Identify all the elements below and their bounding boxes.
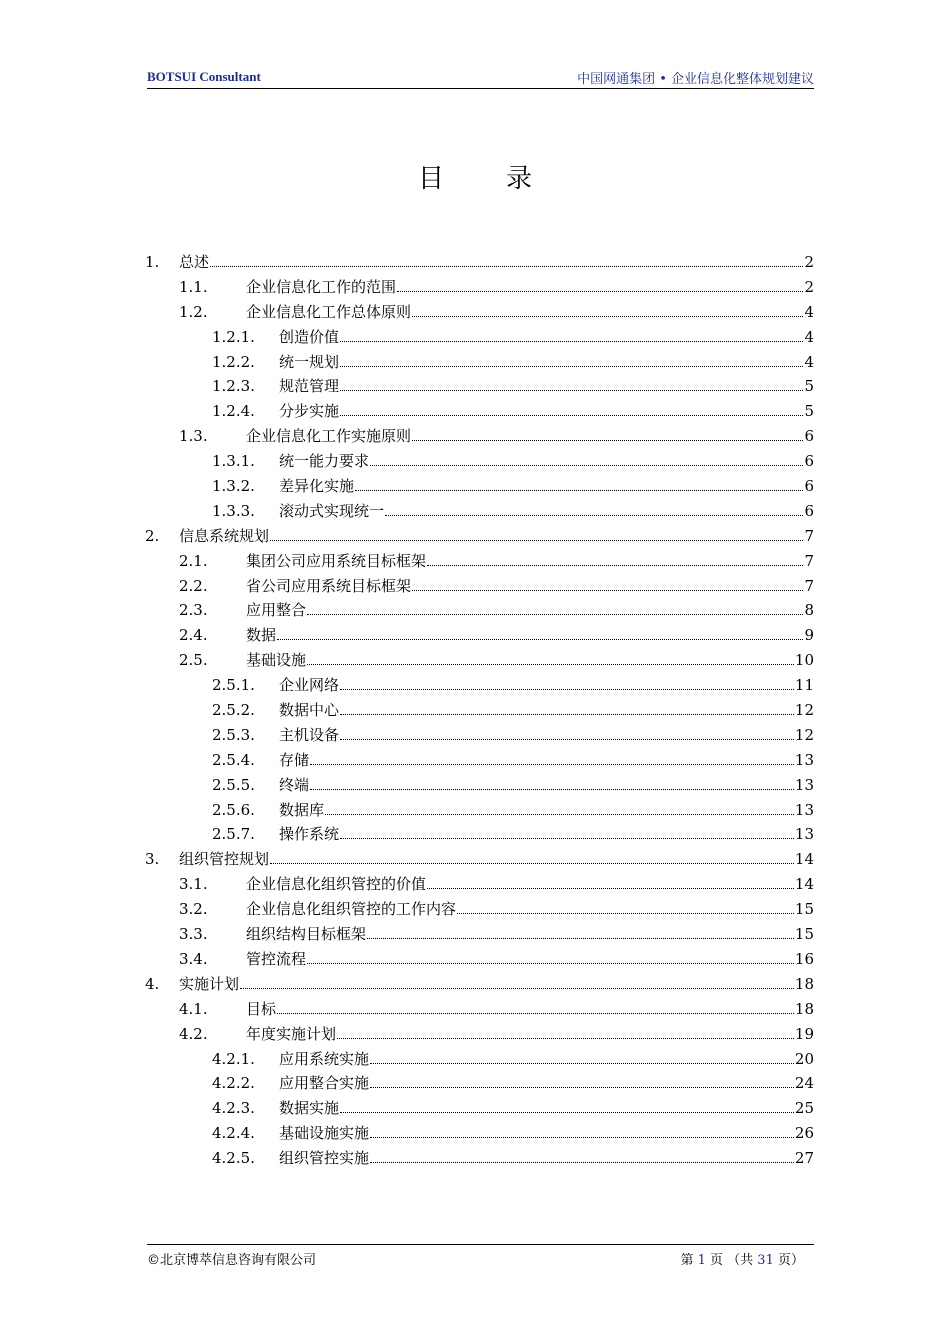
toc-entry[interactable] (145, 972, 814, 997)
toc-entry-line (279, 499, 814, 524)
toc-dot-leader (270, 863, 794, 864)
toc-entry-line (279, 474, 814, 499)
toc-entry-title: 管控流程 (246, 947, 307, 972)
toc-entry-title: 企业信息化组织管控的价值 (246, 872, 427, 897)
toc-entry-title: 企业信息化工作的范围 (246, 275, 397, 300)
toc-entry[interactable] (145, 499, 814, 524)
toc-entry-number: 2.5.7. (212, 825, 255, 844)
toc-entry-title: 集团公司应用系统目标框架 (246, 549, 427, 574)
toc-entry-number: 3.4. (179, 949, 208, 968)
toc-entry[interactable] (145, 773, 814, 798)
toc-entry-number: 3.3. (179, 925, 208, 944)
toc-entry-title: 统一能力要求 (279, 449, 370, 474)
toc-entry-title: 规范管理 (279, 374, 340, 399)
toc-entry-page: 12 (794, 723, 814, 748)
footer-page-info (680, 1249, 804, 1268)
toc-entry-line (179, 972, 814, 997)
toc-entry-number: 1.3.3. (212, 501, 255, 520)
toc-entry-line (279, 673, 814, 698)
toc-entry-title: 数据中心 (279, 698, 340, 723)
toc-entry-title: 信息系统规划 (179, 524, 270, 549)
toc-entry-page: 15 (794, 897, 814, 922)
toc-entry[interactable] (145, 524, 814, 549)
toc-entry-number: 2.2. (179, 576, 208, 595)
toc-dot-leader (340, 838, 794, 839)
toc-entry-line (246, 623, 814, 648)
page-footer (147, 1244, 814, 1271)
toc-entry-line (246, 424, 814, 449)
toc-dot-leader (427, 565, 803, 566)
toc-entry[interactable] (145, 897, 814, 922)
toc-entry-title: 差异化实施 (279, 474, 355, 499)
toc-entry-title: 总述 (179, 250, 210, 275)
toc-entry-page: 5 (803, 374, 814, 399)
toc-entry-number: 4. (145, 974, 160, 993)
toc-dot-leader (340, 1112, 794, 1113)
toc-entry-title: 基础设施 (246, 648, 307, 673)
toc-dot-leader (340, 390, 803, 391)
toc-entry-title: 数据 (246, 623, 277, 648)
toc-entry-number: 2.5.2. (212, 701, 255, 720)
toc-entry-page: 24 (794, 1071, 814, 1096)
toc-entry-page: 13 (794, 773, 814, 798)
toc-entry[interactable] (145, 997, 814, 1022)
toc-entry[interactable] (145, 1022, 814, 1047)
toc-entry[interactable] (145, 1047, 814, 1072)
table-of-contents (145, 250, 814, 1171)
toc-entry-line (279, 723, 814, 748)
toc-entry-title: 应用整合 (246, 598, 307, 623)
toc-entry[interactable] (145, 872, 814, 897)
toc-entry[interactable] (145, 922, 814, 947)
toc-entry-title: 组织管控规划 (179, 847, 270, 872)
toc-entry-title: 基础设施实施 (279, 1121, 370, 1146)
toc-dot-leader (397, 291, 803, 292)
footer-page-suffix: 页） (777, 1253, 804, 1268)
toc-entry-page: 14 (794, 872, 814, 897)
toc-entry-number: 1.2.2. (212, 352, 255, 371)
toc-entry-page: 18 (794, 972, 814, 997)
toc-entry-number: 4.2.1. (212, 1049, 255, 1068)
footer-page-current: 1 (697, 1253, 706, 1268)
toc-entry-line (246, 897, 814, 922)
toc-entry-page: 8 (803, 598, 814, 623)
toc-entry-page: 7 (803, 549, 814, 574)
toc-entry[interactable] (145, 847, 814, 872)
toc-entry-line (279, 350, 814, 375)
toc-entry-page: 13 (794, 798, 814, 823)
toc-dot-leader (307, 664, 794, 665)
toc-entry-page: 12 (794, 698, 814, 723)
toc-entry-page: 20 (794, 1047, 814, 1072)
toc-entry-title: 实施计划 (179, 972, 240, 997)
toc-entry-number: 2.5.6. (212, 800, 255, 819)
toc-entry-line (179, 250, 814, 275)
header-company: BOTSUI Consultant (147, 69, 261, 84)
toc-entry[interactable] (145, 798, 814, 823)
footer-page-prefix: 第 (680, 1253, 694, 1268)
toc-entry-page: 4 (803, 350, 814, 375)
toc-entry-title: 省公司应用系统目标框架 (246, 574, 412, 599)
toc-entry[interactable] (145, 549, 814, 574)
toc-entry-line (279, 822, 814, 847)
toc-entry-number: 2. (145, 526, 160, 545)
toc-entry-line (279, 698, 814, 723)
toc-entry-line (179, 524, 814, 549)
toc-entry-line (279, 1047, 814, 1072)
toc-entry-page: 2 (803, 250, 814, 275)
toc-entry[interactable] (145, 1071, 814, 1096)
toc-entry[interactable] (145, 325, 814, 350)
toc-entry-line (246, 300, 814, 325)
toc-entry-line (246, 922, 814, 947)
toc-entry-number: 4.2. (179, 1024, 208, 1043)
toc-entry[interactable] (145, 623, 814, 648)
toc-entry-number: 1.1. (179, 277, 208, 296)
toc-entry-number: 1.2.4. (212, 402, 255, 421)
toc-dot-leader (370, 465, 803, 466)
toc-dot-leader (310, 789, 794, 790)
toc-dot-leader (337, 1038, 794, 1039)
toc-entry-line (279, 1071, 814, 1096)
toc-dot-leader (340, 341, 803, 342)
toc-entry-line (179, 847, 814, 872)
toc-entry-page: 26 (794, 1121, 814, 1146)
toc-dot-leader (427, 888, 794, 889)
toc-dot-leader (457, 913, 794, 914)
toc-entry-line (279, 773, 814, 798)
toc-dot-leader (340, 739, 794, 740)
toc-entry-number: 1.2.3. (212, 377, 255, 396)
toc-dot-leader (270, 540, 803, 541)
toc-entry-number: 1.3.1. (212, 452, 255, 471)
toc-entry-line (246, 872, 814, 897)
toc-entry-title: 应用整合实施 (279, 1071, 370, 1096)
toc-entry-number: 4.1. (179, 999, 208, 1018)
toc-entry-page: 4 (803, 325, 814, 350)
toc-entry-title: 企业网络 (279, 673, 340, 698)
toc-entry-line (279, 1121, 814, 1146)
toc-dot-leader (277, 1013, 794, 1014)
toc-entry-title: 数据实施 (279, 1096, 340, 1121)
toc-dot-leader (385, 515, 803, 516)
toc-entry[interactable] (145, 474, 814, 499)
toc-entry-page: 6 (803, 474, 814, 499)
toc-entry-line (279, 798, 814, 823)
toc-entry-number: 1.3.2. (212, 477, 255, 496)
toc-entry-title: 组织管控实施 (279, 1146, 370, 1171)
toc-entry-page: 5 (803, 399, 814, 424)
toc-dot-leader (355, 490, 803, 491)
toc-dot-leader (370, 1162, 794, 1163)
toc-dot-leader (240, 988, 794, 989)
toc-entry-number: 1.3. (179, 427, 208, 446)
toc-dot-leader (367, 938, 794, 939)
toc-entry-line (279, 449, 814, 474)
toc-entry[interactable] (145, 399, 814, 424)
toc-entry-number: 1. (145, 253, 160, 271)
toc-entry-number: 1.2. (179, 302, 208, 321)
toc-entry-line (246, 1022, 814, 1047)
toc-entry-line (279, 1096, 814, 1121)
toc-entry-line (279, 325, 814, 350)
toc-entry-title: 企业信息化组织管控的工作内容 (246, 897, 457, 922)
toc-dot-leader (340, 689, 794, 690)
toc-entry[interactable] (145, 723, 814, 748)
toc-entry-page: 6 (803, 499, 814, 524)
toc-entry[interactable] (145, 598, 814, 623)
toc-entry[interactable] (145, 275, 814, 300)
toc-entry-title: 创造价值 (279, 325, 340, 350)
toc-entry[interactable] (145, 300, 814, 325)
toc-dot-leader (325, 814, 794, 815)
toc-dot-leader (277, 639, 803, 640)
toc-dot-leader (340, 415, 803, 416)
footer-page-total: 31 (757, 1253, 774, 1268)
toc-entry-page: 14 (794, 847, 814, 872)
toc-entry-title: 组织结构目标框架 (246, 922, 367, 947)
toc-entry-page: 2 (803, 275, 814, 300)
toc-entry[interactable] (145, 424, 814, 449)
toc-entry-line (246, 648, 814, 673)
toc-entry-line (246, 947, 814, 972)
toc-entry-number: 4.2.5. (212, 1149, 255, 1168)
toc-dot-leader (370, 1063, 794, 1064)
toc-entry-number: 1.2.1. (212, 327, 255, 346)
toc-entry-number: 3. (145, 850, 160, 869)
toc-entry[interactable] (145, 698, 814, 723)
toc-entry[interactable] (145, 449, 814, 474)
toc-entry-line (279, 1146, 814, 1171)
toc-entry[interactable] (145, 1121, 814, 1146)
toc-entry-title: 终端 (279, 773, 310, 798)
toc-entry-line (279, 748, 814, 773)
toc-entry-page: 18 (794, 997, 814, 1022)
toc-entry-title: 企业信息化工作实施原则 (246, 424, 412, 449)
toc-entry-number: 2.5.4. (212, 750, 255, 769)
toc-entry-number: 2.1. (179, 551, 208, 570)
toc-entry-title: 年度实施计划 (246, 1022, 337, 1047)
toc-entry-page: 9 (803, 623, 814, 648)
toc-entry[interactable] (145, 374, 814, 399)
toc-entry[interactable] (145, 250, 814, 275)
toc-entry-title: 统一规划 (279, 350, 340, 375)
toc-entry-number: 4.2.3. (212, 1099, 255, 1118)
toc-entry-page: 6 (803, 424, 814, 449)
toc-entry-page: 15 (794, 922, 814, 947)
toc-entry-number: 2.5.1. (212, 676, 255, 695)
toc-entry-title: 目标 (246, 997, 277, 1022)
toc-entry-page: 19 (794, 1022, 814, 1047)
toc-dot-leader (307, 614, 803, 615)
toc-dot-leader (307, 963, 794, 964)
toc-entry-line (246, 997, 814, 1022)
toc-entry-line (246, 549, 814, 574)
toc-entry-title: 操作系统 (279, 822, 340, 847)
toc-dot-leader (412, 316, 803, 317)
toc-entry-page: 27 (794, 1146, 814, 1171)
toc-dot-leader (340, 366, 803, 367)
toc-entry-number: 3.2. (179, 900, 208, 919)
toc-entry[interactable] (145, 574, 814, 599)
toc-entry-page: 7 (803, 574, 814, 599)
toc-entry-number: 2.5.5. (212, 775, 255, 794)
toc-entry-title: 分步实施 (279, 399, 340, 424)
toc-entry-line (279, 374, 814, 399)
toc-entry-line (246, 574, 814, 599)
toc-entry[interactable] (145, 947, 814, 972)
footer-copyright: ©北京博萃信息咨询有限公司 (147, 1253, 317, 1268)
toc-dot-leader (210, 266, 803, 267)
toc-entry[interactable] (145, 648, 814, 673)
toc-entry-page: 6 (803, 449, 814, 474)
toc-entry-number: 2.5.3. (212, 725, 255, 744)
toc-entry-line (246, 598, 814, 623)
toc-entry-page: 4 (803, 300, 814, 325)
toc-entry[interactable] (145, 1096, 814, 1121)
toc-entry-page: 25 (794, 1096, 814, 1121)
toc-dot-leader (412, 590, 803, 591)
toc-entry-page: 13 (794, 748, 814, 773)
page-title: 目录 (417, 164, 594, 194)
toc-entry-page: 7 (803, 524, 814, 549)
toc-entry-page: 16 (794, 947, 814, 972)
toc-dot-leader (370, 1137, 794, 1138)
toc-dot-leader (340, 714, 794, 715)
toc-dot-leader (370, 1087, 794, 1088)
toc-entry-page: 13 (794, 822, 814, 847)
toc-entry-number: 3.1. (179, 875, 208, 894)
toc-dot-leader (310, 764, 794, 765)
toc-entry-title: 存储 (279, 748, 310, 773)
toc-entry-title: 滚动式实现统一 (279, 499, 385, 524)
toc-entry-number: 4.2.2. (212, 1074, 255, 1093)
toc-entry-line (246, 275, 814, 300)
footer-page-mid: 页 （共 (710, 1253, 754, 1268)
toc-entry[interactable] (145, 1146, 814, 1171)
toc-entry[interactable] (145, 822, 814, 847)
toc-entry-page: 11 (794, 673, 814, 698)
toc-entry[interactable] (145, 673, 814, 698)
toc-entry-line (279, 399, 814, 424)
toc-entry[interactable] (145, 748, 814, 773)
toc-entry-title: 企业信息化工作总体原则 (246, 300, 412, 325)
toc-entry-number: 4.2.4. (212, 1124, 255, 1143)
toc-entry-page: 10 (794, 648, 814, 673)
toc-entry-title: 数据库 (279, 798, 325, 823)
toc-entry[interactable] (145, 350, 814, 375)
toc-entry-number: 2.5. (179, 651, 208, 670)
page-header (147, 66, 814, 89)
toc-entry-number: 2.4. (179, 626, 208, 645)
toc-entry-title: 应用系统实施 (279, 1047, 370, 1072)
toc-dot-leader (412, 440, 803, 441)
toc-entry-number: 2.3. (179, 601, 208, 620)
header-document-title: 中国网通集团 • 企业信息化整体规划建议 (577, 72, 814, 87)
toc-entry-title: 主机设备 (279, 723, 340, 748)
